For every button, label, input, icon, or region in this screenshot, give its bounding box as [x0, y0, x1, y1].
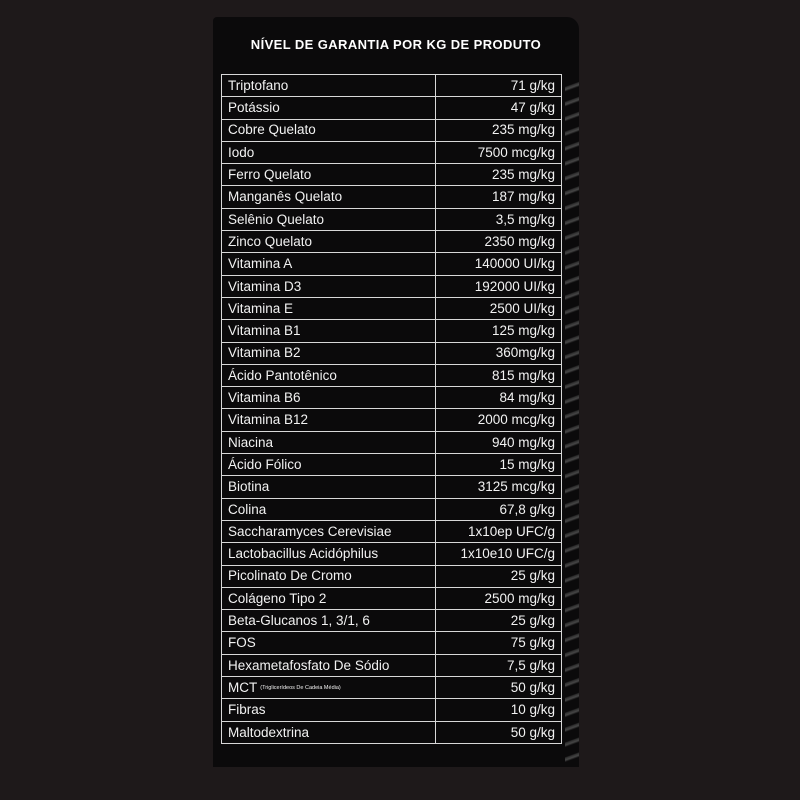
nutrient-value: 815 mg/kg — [436, 364, 562, 386]
nutrient-value: 67,8 g/kg — [436, 498, 562, 520]
nutrient-name: Vitamina B12 — [228, 412, 309, 428]
nutrient-name-cell — [222, 141, 436, 163]
nutrient-value: 3125 mcg/kg — [436, 476, 562, 498]
table-row — [222, 342, 562, 364]
nutrient-value: 25 g/kg — [436, 610, 562, 632]
nutrient-name: Colágeno Tipo 2 — [228, 590, 327, 606]
nutrient-value: 50 g/kg — [436, 677, 562, 699]
nutrient-name: Cobre Quelato — [228, 122, 316, 138]
nutrient-name-cell — [222, 164, 436, 186]
nutrient-name-cell — [222, 297, 436, 319]
nutrient-value: 10 g/kg — [436, 699, 562, 721]
nutrient-name-cell — [222, 476, 436, 498]
nutrient-name: Triptofano — [228, 77, 289, 93]
nutrient-name: Colina — [228, 501, 267, 517]
nutrient-name: Beta-Glucanos 1, 3/1, 6 — [228, 613, 370, 629]
nutrient-name: Vitamina B2 — [228, 345, 301, 361]
nutrient-name-cell — [222, 721, 436, 743]
nutrient-value: 7500 mcg/kg — [436, 141, 562, 163]
table-row — [222, 186, 562, 208]
nutrient-name-cell — [222, 587, 436, 609]
table-row — [222, 231, 562, 253]
nutrient-name-cell — [222, 186, 436, 208]
table-row — [222, 431, 562, 453]
nutrient-name-cell — [222, 342, 436, 364]
table-row — [222, 387, 562, 409]
nutrient-name-cell — [222, 565, 436, 587]
table-row — [222, 275, 562, 297]
table-row — [222, 364, 562, 386]
nutrient-value: 125 mg/kg — [436, 320, 562, 342]
table-row — [222, 699, 562, 721]
table-row — [222, 587, 562, 609]
nutrient-name: Lactobacillus Acidóphilus — [228, 546, 379, 562]
nutrient-name-cell — [222, 364, 436, 386]
nutrient-name: Vitamina B6 — [228, 390, 301, 406]
nutrient-value: 192000 UI/kg — [436, 275, 562, 297]
table-row — [222, 97, 562, 119]
nutrient-value: 140000 UI/kg — [436, 253, 562, 275]
nutrient-value: 235 mg/kg — [436, 164, 562, 186]
nutrient-value: 25 g/kg — [436, 565, 562, 587]
decorative-stripes — [565, 77, 579, 767]
nutrient-name: Vitamina B1 — [228, 323, 301, 339]
nutrient-name: Fibras — [228, 702, 266, 718]
nutrient-name: Selênio Quelato — [228, 211, 325, 227]
table-row — [222, 476, 562, 498]
nutrient-name: Iodo — [228, 144, 255, 160]
nutrient-value: 2350 mg/kg — [436, 231, 562, 253]
nutrient-value: 1x10e10 UFC/g — [436, 543, 562, 565]
table-row — [222, 498, 562, 520]
nutrient-value: 1x10ep UFC/g — [436, 520, 562, 542]
nutrient-name-cell — [222, 75, 436, 97]
nutrient-name-cell — [222, 97, 436, 119]
table-row — [222, 610, 562, 632]
nutrient-name-cell — [222, 543, 436, 565]
nutrient-name-cell — [222, 253, 436, 275]
nutrient-value: 7,5 g/kg — [436, 654, 562, 676]
table-row — [222, 297, 562, 319]
nutrient-value: 2000 mcg/kg — [436, 409, 562, 431]
nutrient-name-cell — [222, 677, 436, 699]
nutrient-name-cell — [222, 387, 436, 409]
nutrient-name-cell — [222, 610, 436, 632]
table-row — [222, 632, 562, 654]
table-row — [222, 164, 562, 186]
page-title: NÍVEL DE GARANTIA POR KG DE PRODUTO — [250, 37, 542, 52]
nutrient-name: Zinco Quelato — [228, 233, 313, 249]
nutrient-name: Potássio — [228, 100, 280, 116]
nutrient-value: 15 mg/kg — [436, 454, 562, 476]
nutrient-value: 84 mg/kg — [436, 387, 562, 409]
table-row — [222, 454, 562, 476]
nutrient-value: 2500 UI/kg — [436, 297, 562, 319]
table-row — [222, 543, 562, 565]
nutrient-name-cell — [222, 520, 436, 542]
nutrient-name-cell — [222, 208, 436, 230]
nutrient-value: 235 mg/kg — [436, 119, 562, 141]
nutrition-panel — [213, 17, 579, 767]
nutrient-name: Vitamina A — [228, 256, 293, 272]
nutrient-name: Ácido Fólico — [228, 456, 302, 472]
nutrient-value: 2500 mg/kg — [436, 587, 562, 609]
table-row — [222, 75, 562, 97]
nutrient-name: Vitamina D3 — [228, 278, 302, 294]
table-row — [222, 409, 562, 431]
table-row — [222, 119, 562, 141]
table-row — [222, 208, 562, 230]
nutrient-name-cell — [222, 409, 436, 431]
table-row — [222, 654, 562, 676]
nutrient-name: MCT — [228, 679, 258, 695]
nutrient-name-cell — [222, 699, 436, 721]
nutrient-name: Niacina — [228, 434, 274, 450]
table-row — [222, 253, 562, 275]
nutrient-value: 187 mg/kg — [436, 186, 562, 208]
nutrient-value: 47 g/kg — [436, 97, 562, 119]
nutrient-name-cell — [222, 454, 436, 476]
nutrient-note: (Triglicerídeos De Cadeia Média) — [260, 684, 341, 691]
nutrient-value: 71 g/kg — [436, 75, 562, 97]
guarantee-table — [221, 74, 562, 744]
nutrient-value: 75 g/kg — [436, 632, 562, 654]
nutrient-name-cell — [222, 498, 436, 520]
table-row — [222, 141, 562, 163]
nutrient-name-cell — [222, 431, 436, 453]
nutrient-name-cell — [222, 654, 436, 676]
nutrient-name: Picolinato De Cromo — [228, 568, 352, 584]
nutrient-name: Ferro Quelato — [228, 167, 312, 183]
nutrient-name-cell — [222, 275, 436, 297]
nutrient-name-cell — [222, 119, 436, 141]
table-row — [222, 565, 562, 587]
nutrient-name-cell — [222, 632, 436, 654]
table-row — [222, 721, 562, 743]
nutrient-value: 940 mg/kg — [436, 431, 562, 453]
nutrient-name: Vitamina E — [228, 300, 294, 316]
nutrient-name: Hexametafosfato De Sódio — [228, 657, 390, 673]
nutrient-name: Biotina — [228, 479, 270, 495]
nutrient-value: 3,5 mg/kg — [436, 208, 562, 230]
nutrient-name-cell — [222, 231, 436, 253]
nutrient-name-cell — [222, 320, 436, 342]
nutrient-value: 360mg/kg — [436, 342, 562, 364]
nutrient-value: 50 g/kg — [436, 721, 562, 743]
nutrient-name: Manganês Quelato — [228, 189, 343, 205]
nutrient-name: FOS — [228, 635, 256, 651]
table-row — [222, 520, 562, 542]
table-row — [222, 320, 562, 342]
table-row — [222, 677, 562, 699]
nutrient-name: Ácido Pantotênico — [228, 367, 337, 383]
nutrient-name: Saccharamyces Cerevisiae — [228, 523, 392, 539]
nutrient-name: Maltodextrina — [228, 724, 310, 740]
